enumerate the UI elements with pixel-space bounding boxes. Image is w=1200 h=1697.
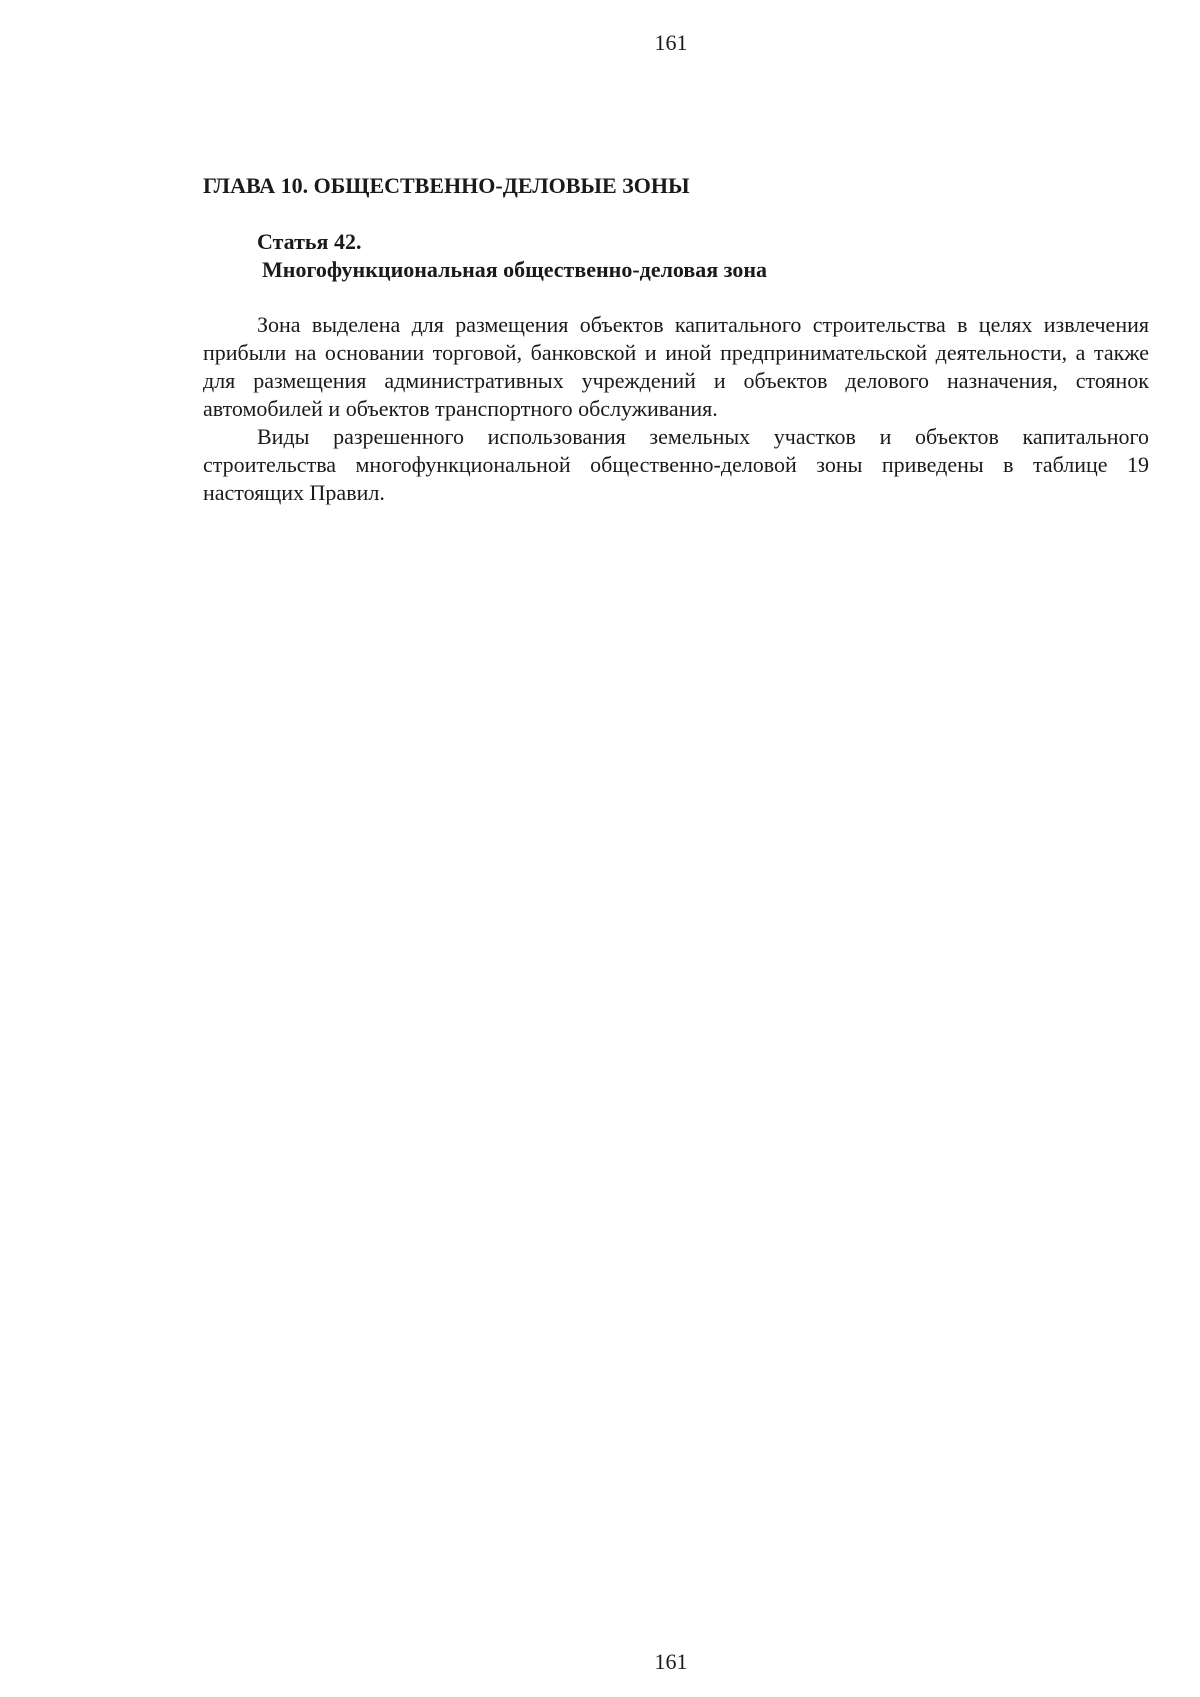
paragraph-permitted-uses: Виды разрешенного использования земельных участков и объектов капитального строительства многофункциональной общественно-деловой зоны приведены в таблице 19 настоящих Правил.	[203, 424, 1149, 505]
paragraph-zone-purpose: Зона выделена для размещения объектов капитального строительства в целях извлечения прибыли на основании торговой, банковской и иной предпринимательской деятельности, а также для размещения административных учреждений и объектов делового назначения, стоянок автомобилей и объектов транспортного обслуживания.	[203, 312, 1149, 421]
article-body	[203, 311, 1149, 507]
article-number: Статья 42.	[257, 229, 362, 254]
article-title: Многофункциональная общественно-деловая зона	[262, 257, 768, 282]
page-number-top: 161	[654, 30, 688, 55]
page-number-bottom: 161	[654, 1649, 688, 1674]
chapter-title: ГЛАВА 10. ОБЩЕСТВЕННО-ДЕЛОВЫЕ ЗОНЫ	[203, 173, 690, 198]
